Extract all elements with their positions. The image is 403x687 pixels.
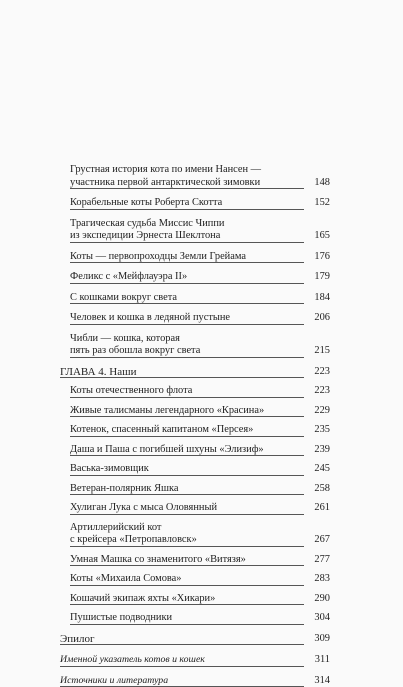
toc-underline [70,494,304,495]
toc-entry [60,675,330,687]
toc-underline [70,514,304,515]
toc-underline [70,436,304,437]
toc-entry-line: Кошачий экипаж яхты «Хикари» [70,593,304,606]
toc-entry-line: С кошками вокруг света [70,292,304,305]
toc-entry-title [60,522,330,547]
toc-entry-line: Феликс с «Мейфлауэра II» [70,271,304,284]
toc-page-number: 283 [314,573,330,586]
toc-entry [60,312,330,325]
toc-page-number: 176 [314,251,330,264]
toc-entry-line: ГЛАВА 4. Наши [60,366,304,379]
toc-page-number: 206 [314,312,330,325]
toc-entry [60,483,330,496]
toc-entry-line: из экспедиции Эрнеста Шеклтона [70,230,304,243]
toc-page-number: 184 [314,292,330,305]
toc-chapter [60,633,330,646]
toc-page-number: 229 [314,405,330,418]
toc-underline [70,242,304,243]
toc-underline [70,546,304,547]
toc-page-number: 148 [314,177,330,190]
toc-page-number: 277 [314,554,330,567]
toc-page-number: 239 [314,444,330,457]
toc-page-number: 215 [314,345,330,358]
toc-entry-line: Именной указатель котов и кошек [60,654,304,667]
toc-entry-line: Источники и литература [60,675,304,687]
toc-entry [60,292,330,305]
toc-page-number: 261 [314,502,330,515]
toc-entry-title [60,333,330,358]
toc-entry-line: Живые талисманы легендарного «Красина» [70,405,304,418]
toc-entry [60,522,330,547]
toc-underline [60,666,304,667]
toc-entry-line: Корабельные коты Роберта Скотта [70,197,304,210]
toc-entry-line: Ветеран-полярник Яшка [70,483,304,496]
toc-entry-line: участника первой антарктической зимовки [70,177,304,190]
toc-underline [70,357,304,358]
toc-page-number: 290 [314,593,330,606]
toc-underline [60,377,304,378]
toc-entry [60,463,330,476]
toc-entry-line: Артиллерийский кот [70,522,304,535]
toc-entry [60,502,330,515]
toc-entry [60,385,330,398]
toc-entry-line: Даша и Паша с погибшей шхуны «Элизиф» [70,444,304,457]
toc-entry-line: Васька-зимовщик [70,463,304,476]
toc-entry [60,197,330,210]
toc-entry-title [60,218,330,243]
toc-underline [70,475,304,476]
toc-entry [60,612,330,625]
toc-entry-line: пять раз обошла вокруг света [70,345,304,358]
table-of-contents [60,164,330,687]
toc-underline [70,565,304,566]
toc-page-number: 235 [314,424,330,437]
toc-page-number: 165 [314,230,330,243]
toc-entry [60,654,330,667]
toc-entry-line: Грустная история кота по имени Нансен — [70,164,304,177]
toc-underline [60,644,304,645]
toc-entry [60,424,330,437]
toc-entry [60,271,330,284]
toc-underline [70,303,304,304]
toc-entry [60,333,330,358]
toc-page-number: 314 [314,675,330,687]
toc-entry [60,573,330,586]
toc-entry-line: Коты отечественного флота [70,385,304,398]
toc-page-number: 223 [314,385,330,398]
toc-page-number: 152 [314,197,330,210]
toc-entry-line: Коты «Михаила Сомова» [70,573,304,586]
toc-entry-line: Пушистые подводники [70,612,304,625]
toc-entry [60,444,330,457]
toc-entry-line: Чибли — кошка, которая [70,333,304,346]
toc-entry-line: с крейсера «Петропавловск» [70,534,304,547]
toc-entry [60,218,330,243]
toc-entry-line: Трагическая судьба Миссис Чиппи [70,218,304,231]
toc-underline [70,416,304,417]
toc-page-number: 311 [315,654,330,667]
toc-entry-title [60,164,330,189]
toc-entry [60,593,330,606]
toc-entry-line: Коты — первопроходцы Земли Грейама [70,251,304,264]
toc-entry [60,251,330,264]
toc-underline [70,604,304,605]
toc-entry-line: Умная Машка со знаменитого «Витязя» [70,554,304,567]
toc-chapter [60,366,330,379]
toc-page-number: 223 [314,366,330,379]
toc-entry-line: Человек и кошка в ледяной пустыне [70,312,304,325]
toc-underline [70,455,304,456]
toc-entry-line: Хулиган Лука с мыса Оловянный [70,502,304,515]
toc-entry-line: Эпилог [60,633,304,646]
toc-underline [70,585,304,586]
toc-page-number: 179 [314,271,330,284]
toc-entry [60,554,330,567]
toc-page-number: 304 [314,612,330,625]
toc-page-number: 245 [314,463,330,476]
toc-underline [70,262,304,263]
toc-page-number: 267 [314,534,330,547]
toc-page-number: 258 [314,483,330,496]
toc-entry-line: Котенок, спасенный капитаном «Персея» [70,424,304,437]
toc-entry [60,164,330,189]
toc-underline [70,209,304,210]
toc-page-number: 309 [314,633,330,646]
toc-underline [70,188,304,189]
toc-entry [60,405,330,418]
toc-underline [70,397,304,398]
toc-underline [70,283,304,284]
toc-underline [70,324,304,325]
toc-underline [70,624,304,625]
